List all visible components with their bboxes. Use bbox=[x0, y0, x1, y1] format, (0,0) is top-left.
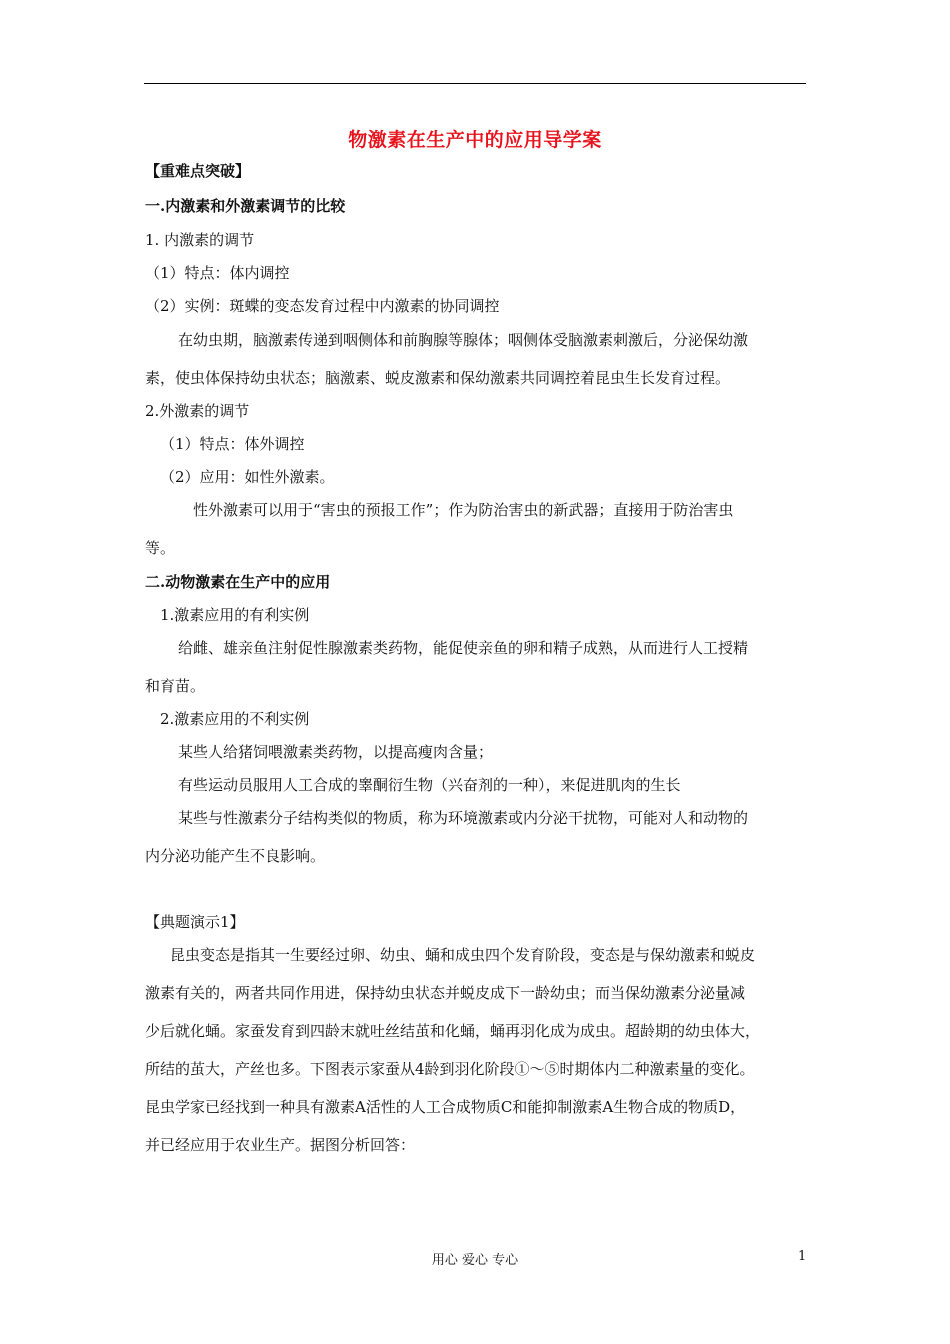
paragraph-line: 在幼虫期，脑激素传递到咽侧体和前胸腺等腺体；咽侧体受脑激素刺激后，分泌保幼激 bbox=[178, 331, 749, 349]
paragraph-line: 性外激素可以用于“害虫的预报工作”；作为防治害虫的新武器；直接用于防治害虫 bbox=[193, 501, 734, 519]
paragraph-line: 某些与性激素分子结构类似的物质，称为环境激素或内分泌干扰物，可能对人和动物的 bbox=[178, 809, 749, 827]
subheading-harmful: 2.激素应用的不利实例 bbox=[160, 710, 310, 728]
paragraph-line: 给雌、雄亲鱼注射促性腺激素类药物，能促使亲鱼的卵和精子成熟，从而进行人工授精 bbox=[178, 639, 749, 657]
subheading-internal-hormone: 1. 内激素的调节 bbox=[145, 231, 255, 249]
paragraph-line: 素，使虫体保持幼虫状态；脑激素、蜕皮激素和保幼激素共同调控着昆虫生长发育过程。 bbox=[145, 369, 731, 387]
subheading-external-hormone: 2.外激素的调节 bbox=[145, 402, 250, 420]
paragraph-line: 昆虫学家已经找到一种具有激素A活性的人工合成物质C和能抑制激素A生物合成的物质D， bbox=[145, 1098, 746, 1116]
text-line: （2）实例：斑蝶的变态发育过程中内激素的协同调控 bbox=[145, 297, 500, 315]
text-line: （1）特点：体外调控 bbox=[160, 435, 305, 453]
paragraph-line: 所结的茧大，产丝也多。下图表示家蚕从4龄到羽化阶段①～⑤时期体内二种激素量的变化。 bbox=[145, 1060, 755, 1078]
paragraph-line: 内分泌功能产生不良影响。 bbox=[145, 847, 326, 865]
text-line: （1）特点：体内调控 bbox=[145, 264, 290, 282]
subheading-beneficial: 1.激素应用的有利实例 bbox=[160, 606, 310, 624]
paragraph-line: 激素有关的，两者共同作用进，保持幼虫状态并蜕皮成下一龄幼虫；而当保幼激素分泌量减 bbox=[145, 984, 746, 1002]
section-heading-key-points: 【重难点突破】 bbox=[145, 162, 251, 180]
paragraph-line: 等。 bbox=[145, 539, 176, 557]
paragraph-line: 并已经应用于农业生产。据图分析回答： bbox=[145, 1136, 416, 1154]
section-heading-1: 一.内激素和外激素调节的比较 bbox=[145, 197, 346, 215]
page-title: 物激素在生产中的应用导学案 bbox=[348, 129, 602, 151]
paragraph-line: 和育苗。 bbox=[145, 677, 206, 695]
page-number: 1 bbox=[798, 1249, 807, 1264]
section-heading-2: 二.动物激素在生产中的应用 bbox=[145, 573, 331, 591]
text-line: 某些人给猪饲喂激素类药物，以提高瘦肉含量； bbox=[178, 743, 494, 761]
paragraph-line: 昆虫变态是指其一生要经过卵、幼虫、蛹和成虫四个发育阶段，变态是与保幼激素和蜕皮 bbox=[170, 946, 756, 964]
text-line: 有些运动员服用人工合成的睾酮衍生物（兴奋剂的一种），来促进肌肉的生长 bbox=[178, 776, 681, 794]
example-heading: 【典题演示1】 bbox=[145, 913, 245, 931]
header-rule bbox=[144, 83, 806, 84]
paragraph-line: 少后就化蛹。家蚕发育到四龄末就吐丝结茧和化蛹，蛹再羽化成为成虫。超龄期的幼虫体大， bbox=[145, 1022, 761, 1040]
footer-slogan: 用心 爱心 专心 bbox=[431, 1253, 519, 1268]
text-line: （2）应用：如性外激素。 bbox=[160, 468, 335, 486]
